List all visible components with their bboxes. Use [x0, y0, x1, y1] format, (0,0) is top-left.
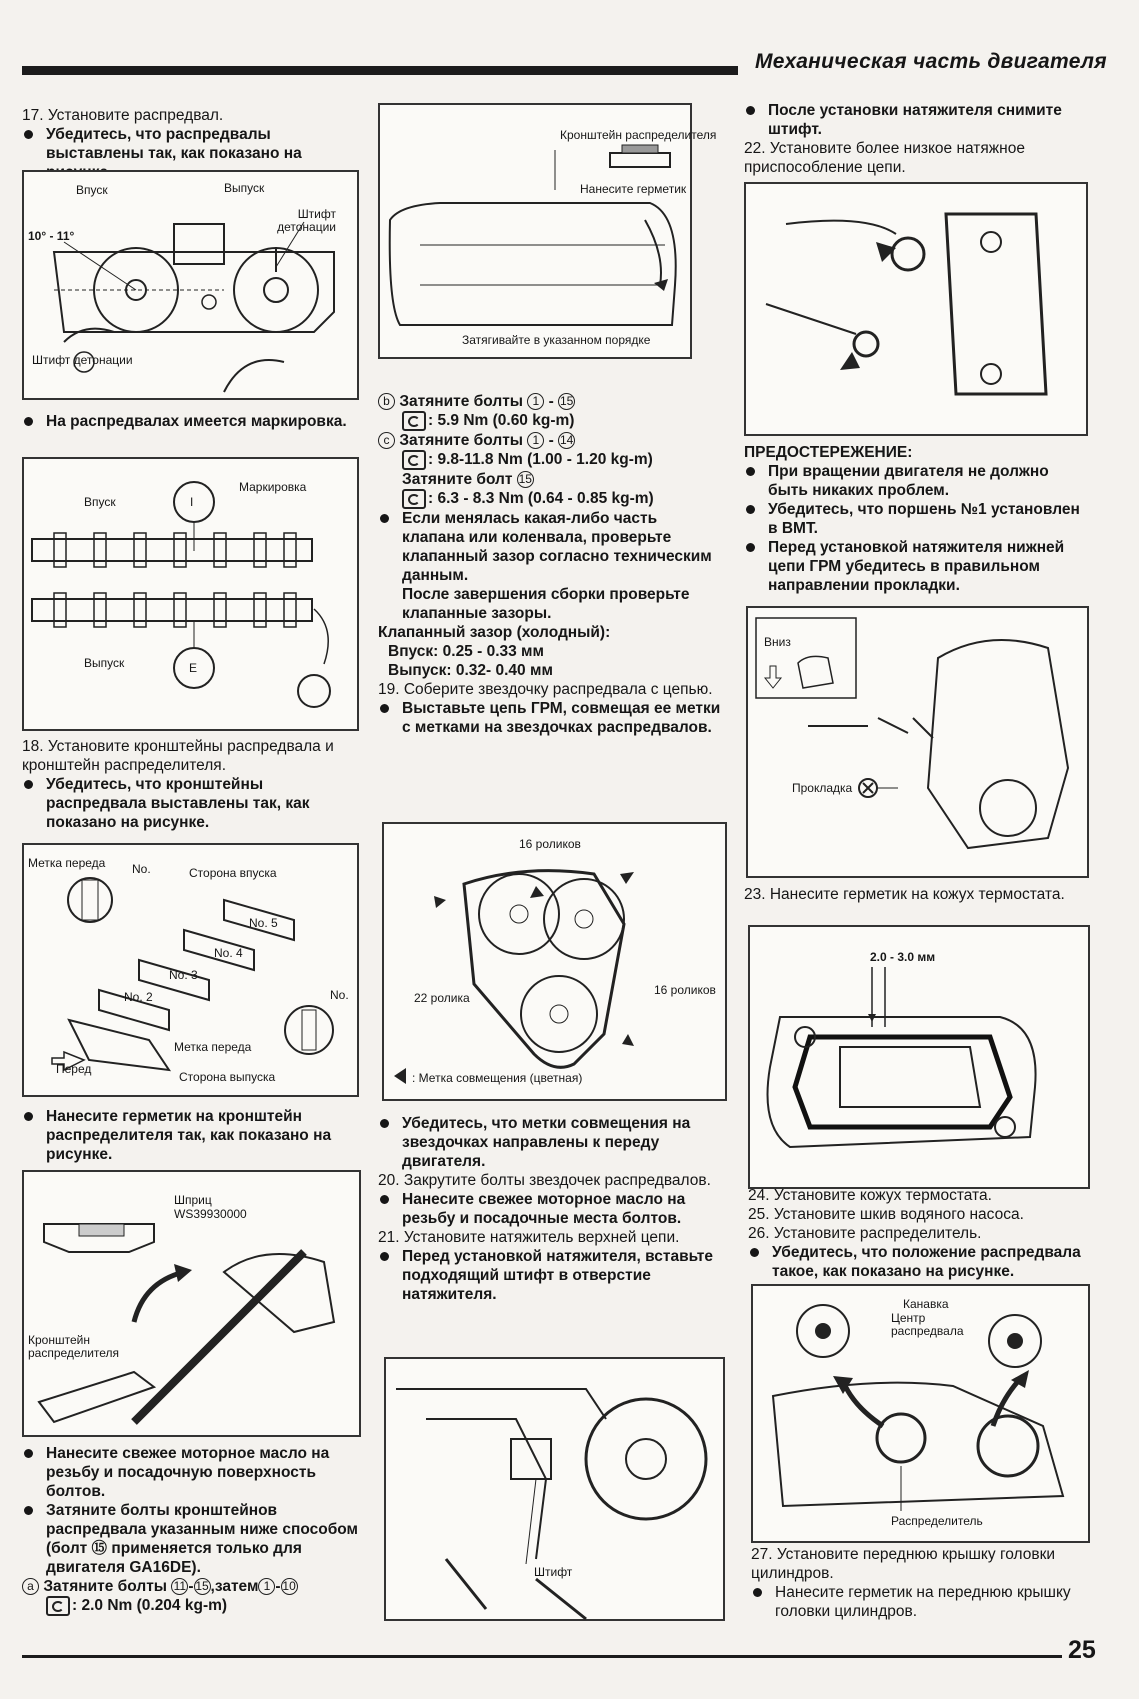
warning-1: При вращении двигателя не должно быть никаких проблем. [744, 462, 1089, 500]
label-no4: No. 4 [214, 946, 243, 960]
label-knock-pin: Штифт детонации [277, 207, 336, 234]
valve-check-note: После завершения сборки проверьте клапанные зазоры. [402, 586, 690, 622]
step-24: 24. Установите кожух термостата. [748, 1187, 992, 1204]
bullet-fresh-oil: Нанесите свежее моторное масло на резьбу и посадочную поверхность болтов. [22, 1444, 362, 1501]
figure-cam-brackets [22, 843, 359, 1097]
figure-timing-chain [382, 822, 727, 1101]
column-3-c [744, 885, 1089, 904]
torque-b [378, 411, 723, 431]
figure-tightening-order [378, 103, 717, 359]
step-a-bolt-to: 15 [195, 1579, 209, 1594]
step-b-bolt-from: 1 [527, 393, 544, 410]
label-exhaust: Выпуск [224, 181, 265, 195]
torque-c2 [378, 489, 723, 509]
step-c-bolt-from: 1 [527, 432, 544, 449]
torque-a [22, 1596, 362, 1616]
step-17: 17. Установите распредвал. [22, 107, 224, 124]
bullet-remove-pin: После установки натяжителя снимите штифт. [744, 101, 1089, 139]
label-no: No. [132, 862, 151, 876]
label-intake-2: Впуск [84, 495, 116, 509]
header-bar [22, 66, 738, 75]
label-cam-center: Центр распредвала [891, 1311, 964, 1338]
column-3 [744, 101, 1089, 177]
step-23: 23. Нанесите герметик на кожух термостата. [744, 886, 1065, 903]
column-3-e [751, 1545, 1096, 1621]
step-c-text: Затяните болты [399, 432, 524, 449]
label-no5: No. 5 [249, 916, 278, 930]
label-marking-i: I [190, 495, 194, 509]
step-a-dash: - [188, 1578, 194, 1595]
label-fig5-bracket: Кронштейн распределителя [560, 128, 717, 142]
label-16-rollers-top: 16 роликов [519, 837, 581, 851]
figure-sealant-syringe [22, 1170, 361, 1437]
step-26: 26. Установите распределитель. [748, 1225, 982, 1242]
label-distributor: Распределитель [891, 1514, 983, 1528]
torque-c [378, 450, 723, 470]
torque-c2-value: : 6.3 - 8.3 Nm (0.64 - 0.85 kg-m) [428, 490, 654, 508]
figure-upper-tensioner [384, 1357, 725, 1621]
label-angle: 10° - 11° [28, 229, 75, 243]
label-fig5-order: Затягивайте в указанном порядке [462, 333, 651, 347]
label-fig5-sealant: Нанесите герметик [580, 182, 687, 196]
bullet-sealant: Нанесите герметик на кронштейн распределителя так, как показано на рисунке. [22, 1107, 360, 1164]
torque-wrench-icon [402, 489, 426, 509]
bullet-valve: Если менялась какая-либо часть клапана или коленвала, проверьте клапанный зазор согласно техническим данным. [378, 509, 723, 585]
gasket-direction-drawing [748, 608, 1087, 876]
label-front-mark: Метка переда [28, 856, 106, 870]
torque-a-value: : 2.0 Nm (0.204 kg-m) [72, 1597, 228, 1615]
step-c: c Затяните болты 1 - 14 [378, 431, 723, 450]
bullet-front-cover-sealant: Нанесите герметик на переднюю крышку головки цилиндров. [751, 1583, 1096, 1621]
torque-c-value: : 9.8-11.8 Nm (1.00 - 1.20 kg-m) [428, 451, 653, 469]
thermostat-sealant-drawing [750, 927, 1088, 1187]
step-a-bolt-from: 11 [171, 1578, 188, 1595]
timing-chain-drawing [384, 824, 725, 1099]
step-a [22, 1577, 362, 1596]
label-down: Вниз [764, 635, 791, 649]
label-exhaust-2: Выпуск [84, 656, 125, 670]
step-a-then: ,затем [210, 1578, 259, 1595]
label-groove: Канавка [903, 1297, 949, 1311]
warning-2: Убедитесь, что поршень №1 установлен в ВМТ. [744, 500, 1089, 538]
label-intake-side: Сторона впуска [189, 866, 277, 880]
step-b-text: Затяните болты [399, 393, 524, 410]
column-1-e [22, 1444, 362, 1616]
figure-gasket-direction [746, 606, 1089, 878]
bullet-camshaft-distributor: Убедитесь, что положение распредвала такое, как показано на рисунке. [748, 1243, 1093, 1281]
bullet-tighten-order: Затяните болты кронштейнов распредвала указанным ниже способом (болт ⑮ применяется только для двигателя GA16DE). [22, 1501, 362, 1577]
label-pin: Штифт [534, 1565, 573, 1579]
step-a-bolt-to-2: 10 [282, 1579, 296, 1594]
column-1-c [22, 737, 360, 832]
label-knock-pin-bottom: Штифт детонации [32, 353, 133, 367]
page-number: 25 [1068, 1636, 1096, 1664]
bullet-brackets: Убедитесь, что кронштейны распредвала выставлены так, как показано на рисунке. [22, 775, 360, 832]
bullet-camshaft-position: Убедитесь, что распредвалы выставлены так, как показано на [22, 125, 360, 182]
bullet-marks-front: Убедитесь, что метки совмещения на звездочках направлены к переду двигателя. [378, 1114, 723, 1171]
tightening-order-drawing [380, 105, 690, 357]
figure-distributor [751, 1284, 1090, 1543]
label-alignment-mark: : Метка совмещения (цветная) [412, 1071, 583, 1085]
label-distributor-bracket: Кронштейн распределителя [28, 1333, 120, 1360]
lower-tensioner-drawing [746, 184, 1086, 434]
label-no3: No. 3 [169, 968, 198, 982]
label-front: Перед [56, 1062, 92, 1076]
label-intake: Впуск [76, 183, 108, 197]
label-exhaust-side: Сторона выпуска [179, 1070, 276, 1084]
step-b-marker: b [378, 393, 395, 410]
torque-wrench-icon [402, 411, 426, 431]
clearance-intake: Впуск: 0.25 - 0.33 мм [388, 643, 544, 660]
torque-b-value: : 5.9 Nm (0.60 kg-m) [428, 412, 575, 430]
step-19: 19. Соберите звездочку распредвала с цепью. [378, 681, 713, 698]
torque-wrench-icon [46, 1596, 70, 1616]
bullet-timing-chain: Выставьте цепь ГРМ, совмещая ее метки с метками на звездочках распредвалов. [378, 699, 723, 737]
label-bead-width: 2.0 - 3.0 мм [870, 950, 936, 964]
label-front-mark-2: Метка переда [174, 1040, 252, 1054]
warning-title: ПРЕДОСТЕРЕЖЕНИЕ: [744, 444, 913, 461]
figure-camshaft-marking [22, 457, 359, 731]
label-marking: Маркировка [239, 480, 307, 494]
step-b-bolt-to: 15 [559, 394, 574, 409]
upper-tensioner-drawing [386, 1359, 723, 1619]
step-a-bolt-from-2: 1 [258, 1578, 275, 1595]
step-25: 25. Установите шкив водяного насоса. [748, 1206, 1024, 1223]
figure-camshaft-timing [22, 170, 359, 400]
column-1-d [22, 1107, 360, 1164]
step-c2-text: Затяните болт [402, 471, 513, 488]
footer-bar [22, 1655, 1062, 1658]
warning-3: Перед установкой натяжителя нижней цепи ГРМ убедитесь в правильном направлении прокладки. [744, 538, 1089, 595]
label-syringe: Шприц [174, 1193, 212, 1207]
step-a-dash-2: - [275, 1578, 281, 1595]
step-22: 22. Установите более низкое натяжное приспособление цепи. [744, 140, 1025, 176]
step-21: 21. Установите натяжитель верхней цепи. [378, 1229, 680, 1246]
clearance-exhaust: Выпуск: 0.32- 0.40 мм [388, 662, 553, 679]
column-1-b [22, 412, 360, 431]
label-16-rollers-right: 16 роликов [654, 983, 716, 997]
step-18: 18. Установите кронштейны распредвала и кронштейн распределителя. [22, 738, 334, 774]
bullet-tensioner-pin: Перед установкой натяжителя, вставьте подходящий штифт в отверстие натяжителя. [378, 1247, 723, 1304]
label-22-rollers: 22 ролика [414, 991, 470, 1005]
label-no2: No. 2 [124, 990, 153, 1004]
label-syringe-code: WS39930000 [174, 1207, 247, 1221]
column-2 [378, 392, 723, 737]
step-b: b Затяните болты 1 - 15 [378, 392, 723, 411]
step-a-text: Затяните болты [43, 1578, 168, 1595]
step-c-bolt-to: 14 [559, 433, 574, 448]
bullet-marking: На распредвалах имеется маркировка. [22, 412, 360, 431]
step-c2 [378, 470, 723, 489]
column-3-d [748, 1186, 1093, 1281]
figure-lower-tensioner [744, 182, 1088, 436]
page-header-title: Механическая часть двигателя [755, 50, 1107, 73]
column-2-b [378, 1114, 723, 1304]
step-c2-bolt: 15 [518, 472, 532, 487]
clearance-title: Клапанный зазор (холодный): [378, 624, 611, 641]
step-27: 27. Установите переднюю крышку головки цилиндров. [751, 1546, 1056, 1582]
label-no-right: No. [330, 988, 349, 1002]
column-3-b [744, 443, 1089, 595]
step-a-marker: a [22, 1578, 39, 1595]
label-marking-e: E [189, 661, 198, 675]
step-c-marker: c [378, 432, 395, 449]
figure-thermostat-sealant [748, 925, 1090, 1189]
torque-wrench-icon [402, 450, 426, 470]
bullet-bolt-oil: Нанесите свежее моторное масло на резьбу и посадочные места болтов. [378, 1190, 723, 1228]
step-20: 20. Закрутите болты звездочек распредвалов. [378, 1172, 711, 1189]
label-gasket: Прокладка [792, 781, 853, 795]
